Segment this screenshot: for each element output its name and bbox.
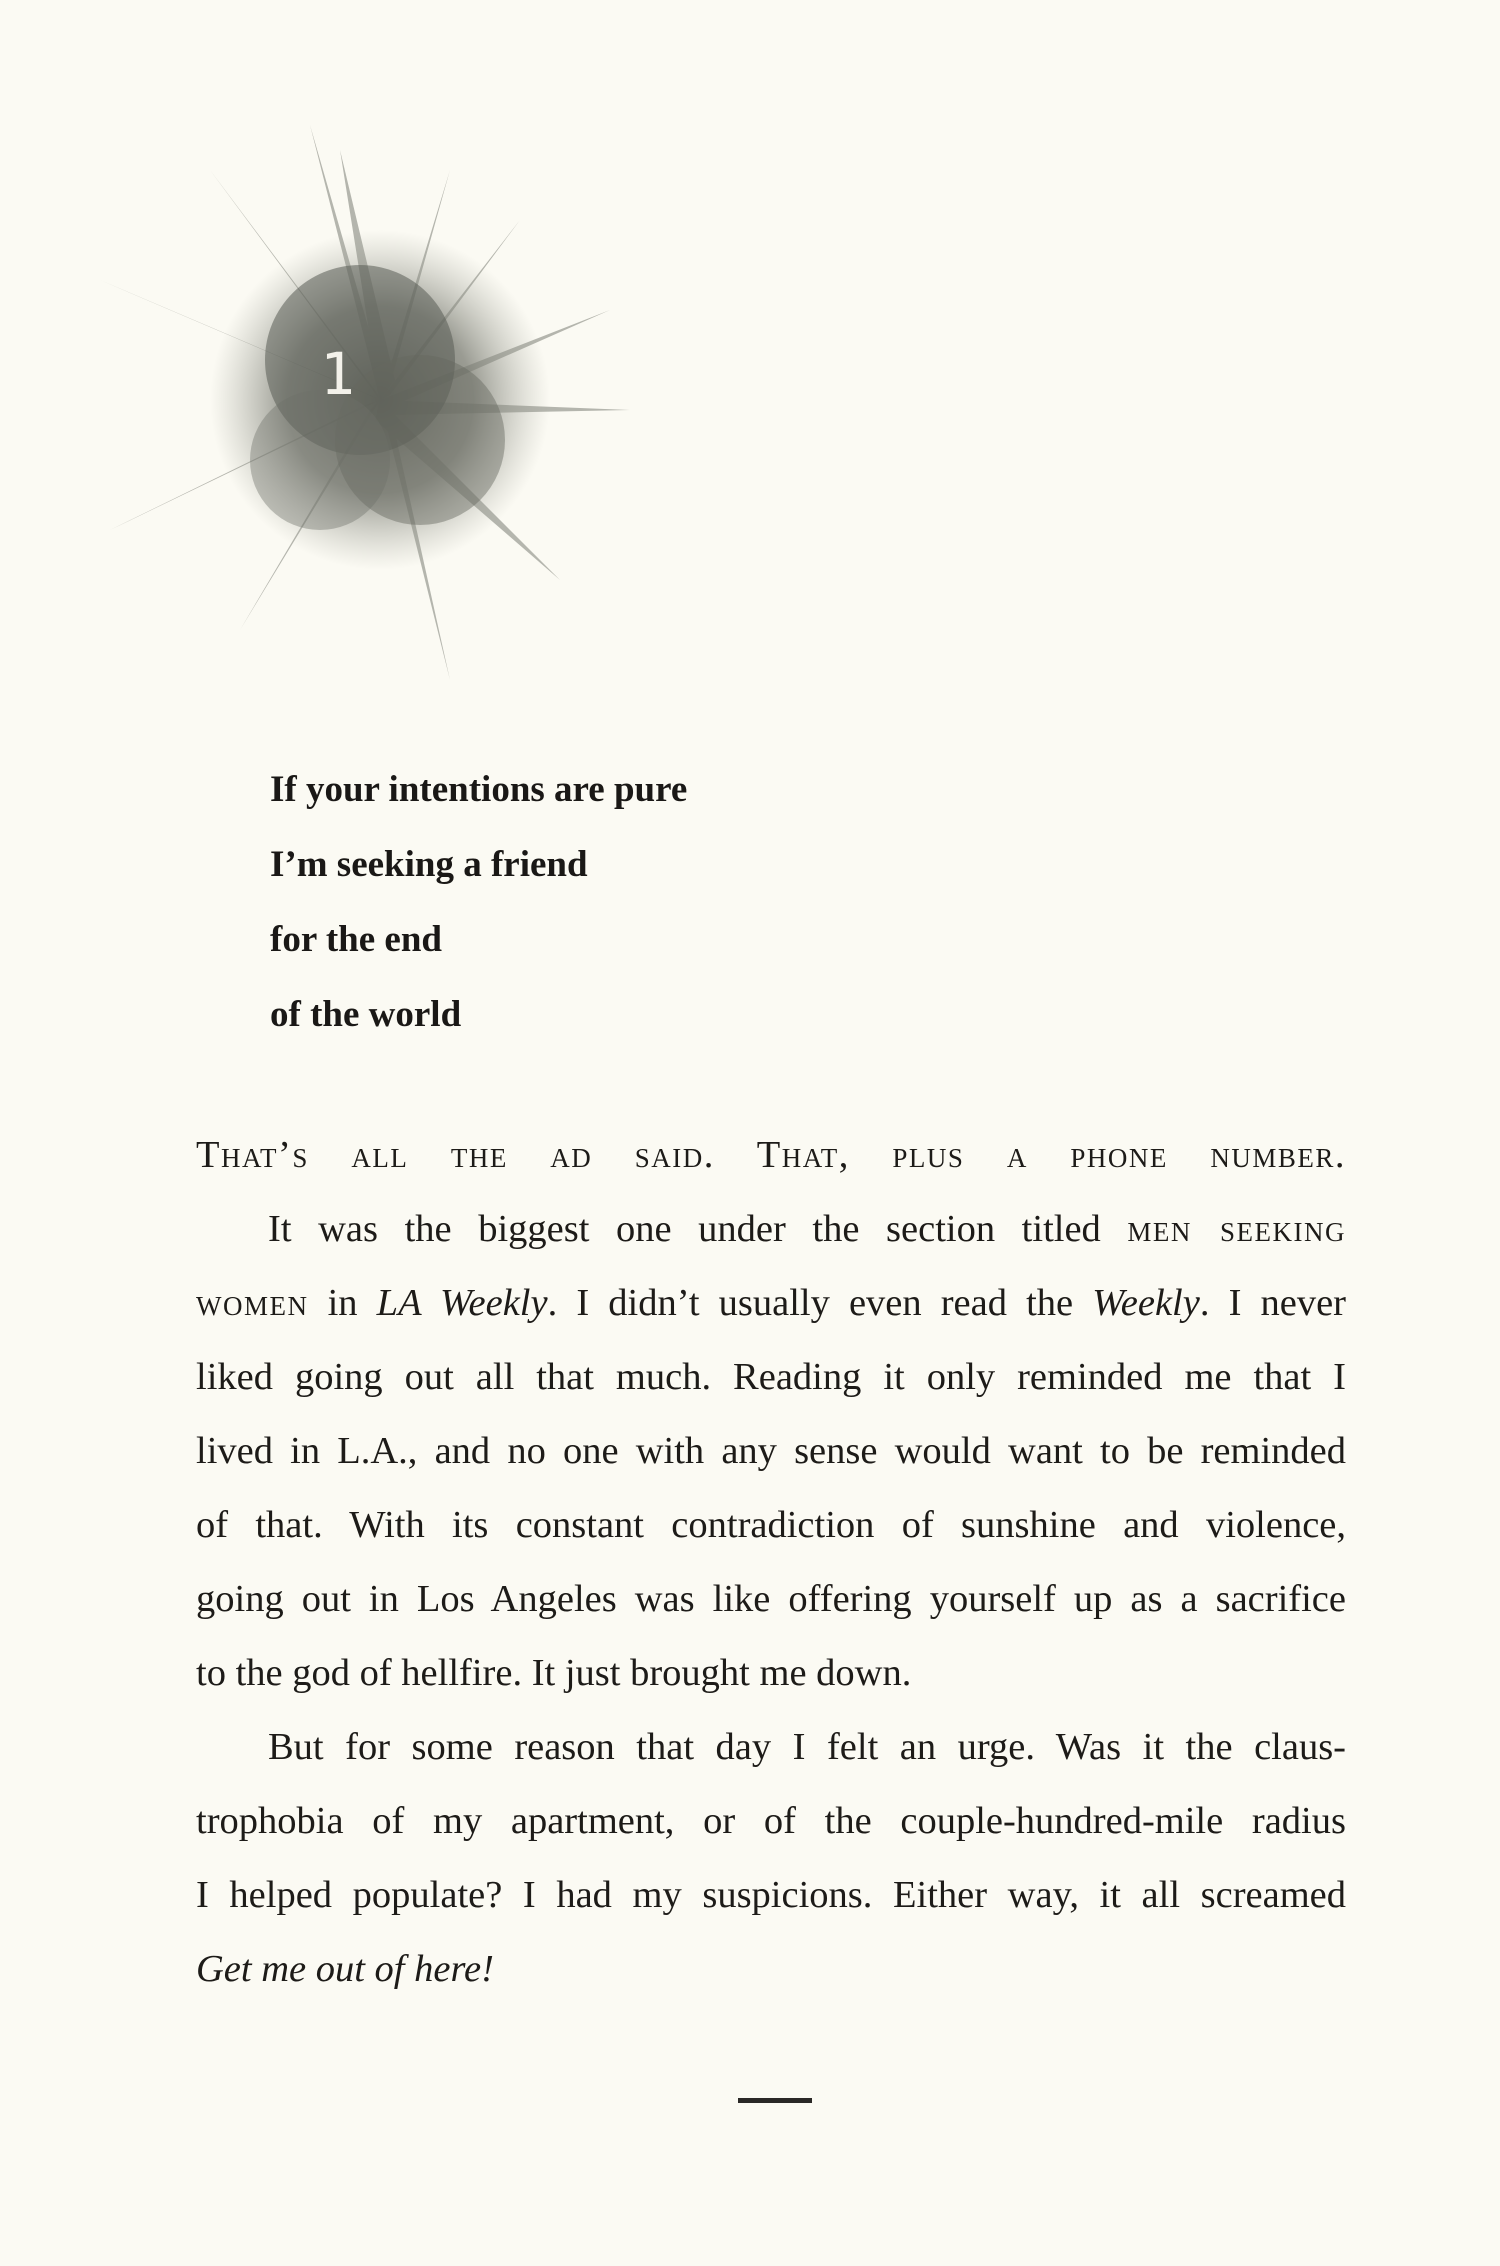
paragraph-line: trophobia of my apartment, or of the couple-hundred-mile radius [196, 1800, 1346, 1842]
section-divider [738, 2098, 812, 2103]
paragraph-line: liked going out all that much. Reading it only reminded me that I [196, 1356, 1346, 1398]
paragraph-line [196, 1266, 1346, 1340]
personal-ad-text [270, 752, 687, 1052]
ink-splash-icon [90, 110, 670, 690]
chapter-body-text [196, 1118, 1346, 2006]
paragraph-line [196, 1192, 1346, 1266]
small-caps-run: women [196, 1282, 309, 1324]
paragraph-line: to the god of hellfire. It just brought me down. [196, 1652, 912, 1694]
paragraph-line [196, 1932, 1346, 2006]
ad-line: If your intentions are pure [270, 769, 688, 810]
ad-line: for the end [270, 919, 442, 960]
opening-line: That’s all the ad said. That, plus a phone number. [196, 1134, 1346, 1176]
text-run: It was the biggest one under the section titled [268, 1208, 1128, 1250]
ad-line: I’m seeking a friend [270, 844, 588, 885]
italic-run: LA Weekly [376, 1282, 548, 1324]
small-caps-run: men seeking [1127, 1208, 1346, 1250]
paragraph-line: of that. With its constant contradiction of sunshine and violence, [196, 1504, 1346, 1546]
text-run: in [308, 1282, 377, 1324]
paragraph-line: lived in L.A., and no one with any sense would want to be reminded [196, 1430, 1346, 1472]
italic-run: Get me out of here! [196, 1948, 494, 1990]
chapter-number: 1 [320, 340, 355, 408]
ad-line: of the world [270, 994, 462, 1035]
ink-splash-chapter-ornament [90, 110, 670, 690]
paragraph-line: I helped populate? I had my suspicions. Either way, it all screamed [196, 1874, 1346, 1916]
paragraph-line: going out in Los Angeles was like offering yourself up as a sacrifice [196, 1578, 1346, 1620]
italic-run: Weekly [1092, 1282, 1200, 1324]
paragraph-line: But for some reason that day I felt an urge. Was it the claus- [268, 1726, 1346, 1768]
text-run: . I never [1199, 1282, 1347, 1324]
text-run: . I didn’t usually even read the [547, 1282, 1093, 1324]
